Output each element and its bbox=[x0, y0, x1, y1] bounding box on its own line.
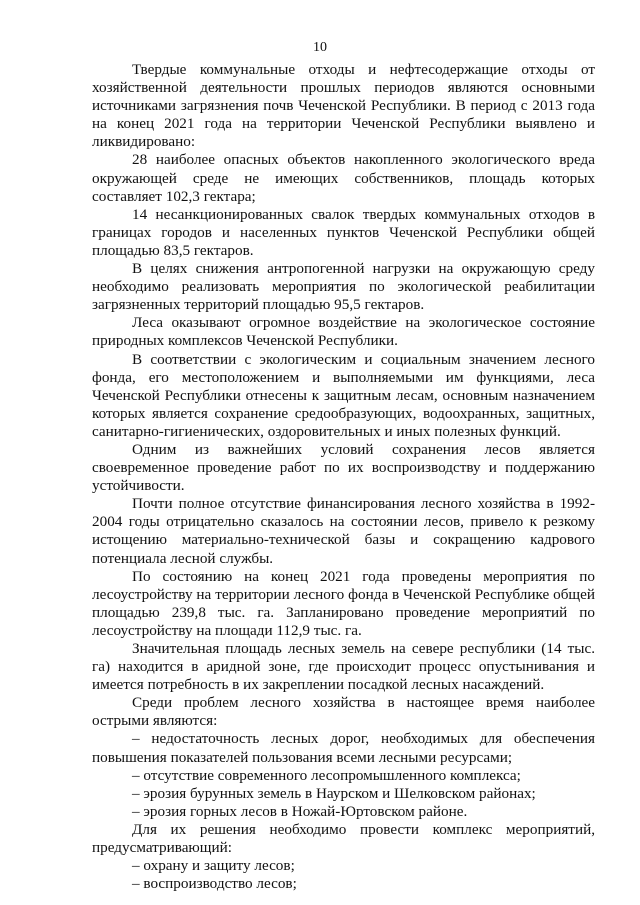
list-item: – эрозия горных лесов в Ножай-Юртовском районе. bbox=[132, 802, 468, 820]
paragraph: Для их решения необходимо провести комплекс мероприятий, предусматривающий: bbox=[92, 820, 595, 857]
paragraph: Среди проблем лесного хозяйства в настоящее время наиболее острыми являются: bbox=[92, 694, 595, 730]
list-item: – отсутствие современного лесопромышленного комплекса; bbox=[132, 766, 521, 784]
paragraph: 14 несанкционированных свалок твердых коммунальных отходов в границах городов и населенных пунктов Чеченской Республики общей площадью 83,5 гектаров. bbox=[92, 205, 595, 259]
paragraph: Твердые коммунальные отходы и нефтесодержащие отходы от хозяйственной деятельности прошлых периодов являются основными источниками загрязнения почв Чеченской Республики. В период с 2013 года на конец 2021 года на территории Чеченской Республики выявлено и ликвидировано: bbox=[92, 61, 595, 151]
list-item: – охрану и защиту лесов; bbox=[132, 857, 295, 875]
list-item: – недостаточность лесных дорог, необходимых для обеспечения повышения показателей пользования всеми лесными ресурсами; bbox=[92, 730, 595, 766]
paragraph: В соответствии с экологическим и социальным значением лесного фонда, его местоположением и выполняемыми им функциями, леса Чеченской Республики отнесены к защитным лесам, основным назначением которых является сохранение средообразующих, водоохранных, защитных, санитарно-гигиенических, оздоровительных и иных полезных функций. bbox=[92, 350, 595, 440]
list-item: – эрозия бурунных земель в Наурском и Шелковском районах; bbox=[132, 784, 536, 802]
paragraph: Значительная площадь лесных земель на севере республики (14 тыс. га) находится в аридной зоне, где происходит процесс опустынивания и имеется потребность в их закреплении посадкой лесных насаждений. bbox=[92, 640, 595, 694]
paragraph: Почти полное отсутствие финансирования лесного хозяйства в 1992-2004 годы отрицательно сказалось на состоянии лесов, привело к резкому истощению материально-технической базы и сокращению кадрового потенциала лесной службы. bbox=[92, 495, 595, 567]
paragraph: В целях снижения антропогенной нагрузки на окружающую среду необходимо реализовать мероприятия по экологической реабилитации загрязненных территорий площадью 95,5 гектаров. bbox=[92, 260, 595, 314]
list-item: – воспроизводство лесов; bbox=[132, 875, 297, 893]
page-number: 10 bbox=[313, 40, 327, 55]
paragraph: По состоянию на конец 2021 года проведены мероприятия по лесоустройству на территории лесного фонда в Чеченской Республике общей площадью 239,8 тыс. га. Запланировано проведение мероприятий по лесоустройству на площади 112,9 тыс. га. bbox=[92, 567, 595, 639]
document-body bbox=[92, 61, 595, 893]
paragraph: Одним из важнейших условий сохранения лесов является своевременное проведение работ по их воспроизводству и поддержанию устойчивости. bbox=[92, 440, 595, 495]
paragraph: Леса оказывают огромное воздействие на экологическое состояние природных комплексов Чеченской Республики. bbox=[92, 314, 595, 350]
paragraph: 28 наиболее опасных объектов накопленного экологического вреда окружающей среде не имеющих собственников, площадь которых составляет 102,3 гектара; bbox=[92, 151, 595, 205]
